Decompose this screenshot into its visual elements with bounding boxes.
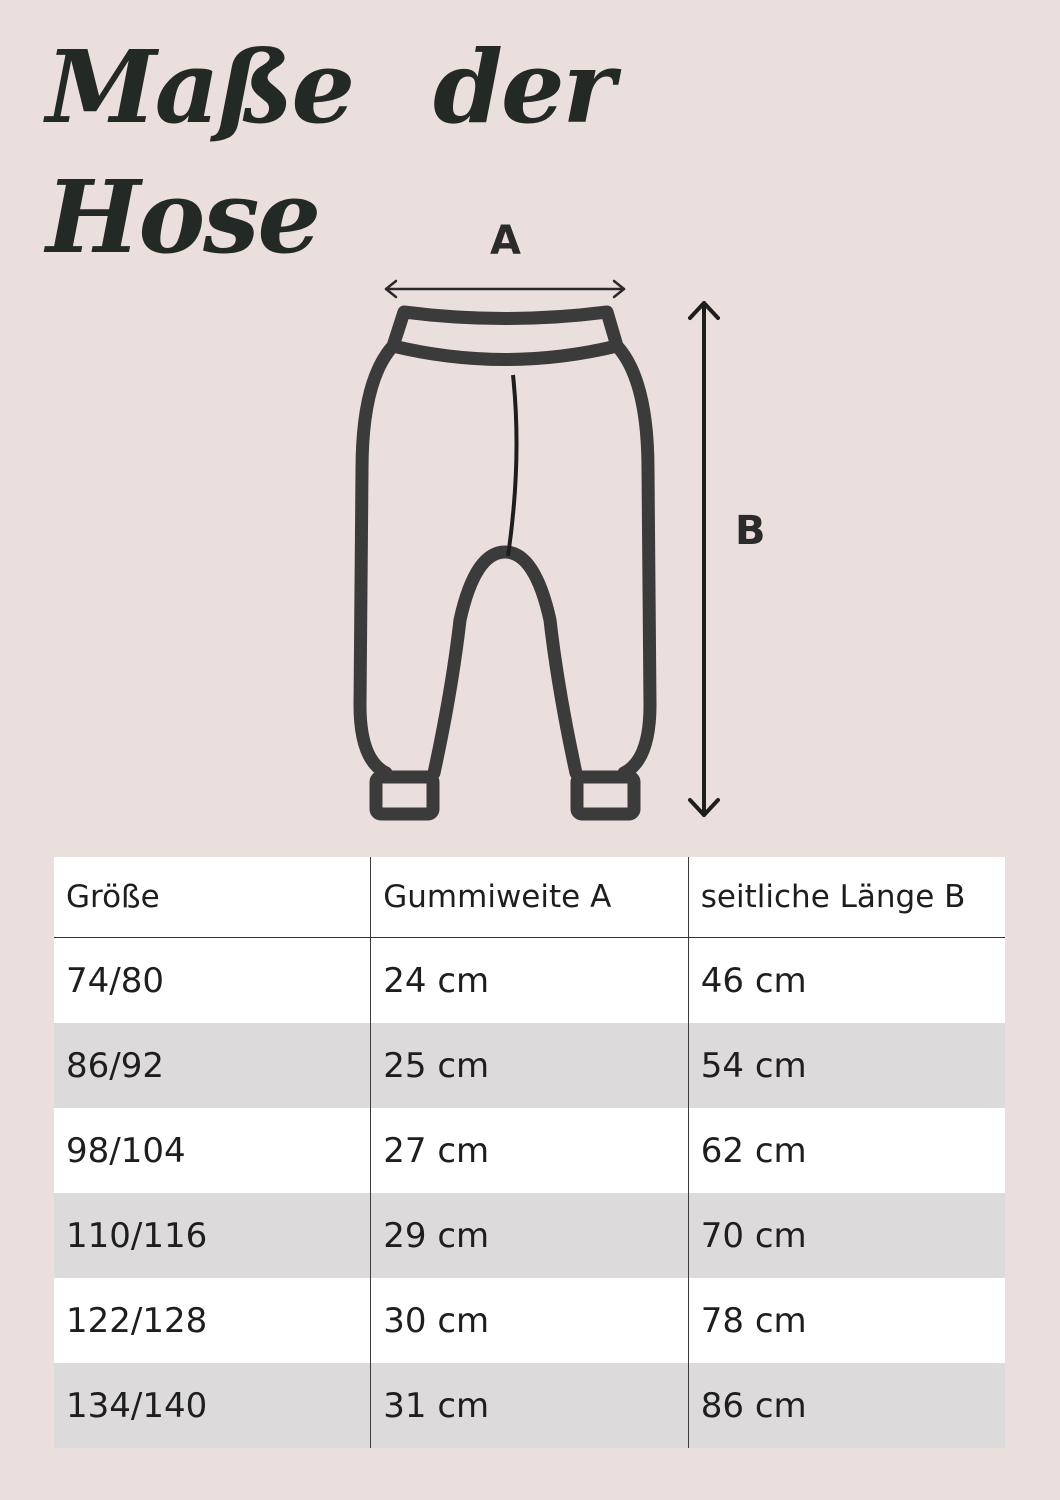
header-size: Größe <box>54 857 371 938</box>
table-row <box>54 1023 1005 1108</box>
cell-side-length: 46 cm <box>688 938 1005 1024</box>
header-side-length: seitliche Länge B <box>688 857 1005 938</box>
cell-side-length: 86 cm <box>688 1363 1005 1448</box>
cell-waist-width: 30 cm <box>371 1278 689 1363</box>
cell-size: 86/92 <box>54 1023 371 1108</box>
cell-waist-width: 27 cm <box>371 1108 689 1193</box>
dimension-label-b: B <box>735 508 766 554</box>
header-waist-width: Gummiweite A <box>371 857 689 938</box>
center-seam-icon <box>508 375 517 556</box>
cell-side-length: 78 cm <box>688 1278 1005 1363</box>
table-header-row <box>54 857 1005 938</box>
pants-diagram <box>340 215 800 835</box>
cell-waist-width: 31 cm <box>371 1363 689 1448</box>
table-row <box>54 1193 1005 1278</box>
width-arrow-icon <box>386 281 624 297</box>
cell-waist-width: 24 cm <box>371 938 689 1024</box>
cell-size: 134/140 <box>54 1363 371 1448</box>
cell-waist-width: 25 cm <box>371 1023 689 1108</box>
length-arrow-icon <box>690 303 718 815</box>
cell-side-length: 54 cm <box>688 1023 1005 1108</box>
cell-waist-width: 29 cm <box>371 1193 689 1278</box>
title-word-der: der <box>433 28 614 146</box>
pants-outline-icon <box>360 312 650 814</box>
table-row <box>54 938 1005 1024</box>
cell-size: 74/80 <box>54 938 371 1024</box>
cell-size: 110/116 <box>54 1193 371 1278</box>
table-row <box>54 1363 1005 1448</box>
title-word-hose: Hose <box>46 158 320 276</box>
table-row <box>54 1278 1005 1363</box>
dimension-label-a: A <box>490 218 521 264</box>
cell-size: 122/128 <box>54 1278 371 1363</box>
table-row <box>54 1108 1005 1193</box>
cell-size: 98/104 <box>54 1108 371 1193</box>
title-word-masse: Maße <box>46 28 354 146</box>
size-table <box>54 857 1005 1448</box>
cell-side-length: 70 cm <box>688 1193 1005 1278</box>
cell-side-length: 62 cm <box>688 1108 1005 1193</box>
